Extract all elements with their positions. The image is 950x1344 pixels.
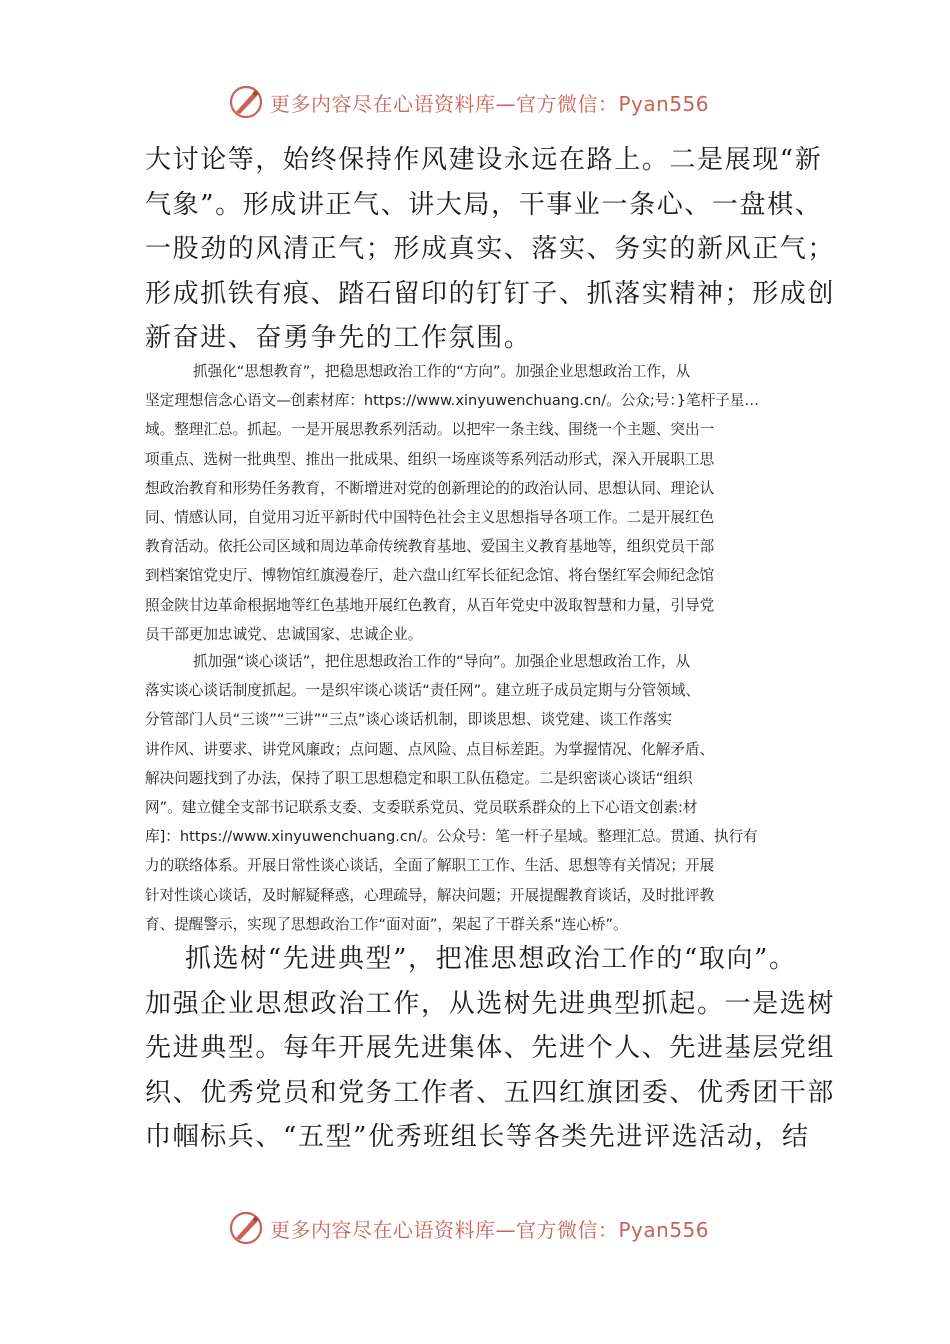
text-line: 育、提醒警示，实现了思想政治工作“面对面”，架起了干群关系“连心桥”。 bbox=[145, 915, 628, 933]
text-line: 大讨论等，始终保持作风建设永远在路上。二是展现“新 bbox=[145, 145, 823, 175]
text-line: 新奋进、奋勇争先的工作氛围。 bbox=[145, 323, 532, 353]
header-banner bbox=[228, 82, 748, 122]
text-line: 到档案馆党史厅、博物馆红旗漫卷厅，赴六盘山红军长征纪念馆、将台堡红军会师纪念馆 bbox=[145, 567, 715, 585]
banner-text: 更多内容尽在心语资料库—官方微信：Pyan556 bbox=[270, 1217, 710, 1242]
text-line: 照金陕甘边革命根据地等红色基地开展红色教育，从百年党史中汲取智慧和力量，引导党 bbox=[145, 596, 715, 614]
text-line: 分管部门人员“三谈”“三讲”“三点”谈心谈话机制，即谈思想、谈党建、谈工作落实 bbox=[145, 711, 672, 729]
text-line: 网”。建立健全支部书记联系支委、支委联系党员、党员联系群众的上下心语文创素:材 bbox=[145, 798, 698, 816]
text-line: 想政治教育和形势任务教育，不断增进对党的创新理论的的政治认同、思想认同、理论认 bbox=[145, 479, 715, 497]
text-line: 坚定理想信念心语文—创素材库：https://www.xinyuwenchuang.cn/。公众;号：}笔杆子星… bbox=[145, 392, 759, 410]
text-line: 落实谈心谈话制度抓起。一是织牢谈心谈话“责任网”。建立班子成员定期与分管领域、 bbox=[145, 682, 701, 700]
text-line: 教育活动。依托公司区域和周边革命传统教育基地、爱国主义教育基地等，组织党员干部 bbox=[145, 538, 715, 556]
text-line: 气象”。形成讲正气、讲大局，干事业一条心、一盘棋、 bbox=[145, 189, 823, 220]
paragraph-4 bbox=[145, 937, 836, 1160]
text-line: 力的联络体系。开展日常性谈心谈话，全面了解职工工作、生活、思想等有关情况；开展 bbox=[145, 857, 715, 875]
text-line: 讲作风、讲要求、讲党风廉政；点问题、点风险、点目标差距。为掌握情况、化解矛盾、 bbox=[145, 740, 715, 758]
banner-text: 更多内容尽在心语资料库—官方微信：Pyan556 bbox=[270, 91, 710, 116]
pen-logo-icon bbox=[228, 84, 264, 120]
text-line: 域。整理汇总。抓起。一是开展思教系列活动。以把牢一条主线、围绕一个主题、突出一 bbox=[145, 421, 715, 439]
text-line: 先进典型。每年开展先进集体、先进个人、先进基层党组 bbox=[145, 1033, 836, 1063]
text-line: 员干部更加忠诚党、忠诚国家、忠诚企业。 bbox=[145, 625, 423, 643]
footer-banner bbox=[228, 1208, 748, 1248]
paragraph-2 bbox=[145, 357, 810, 649]
pen-logo-icon bbox=[228, 1210, 264, 1246]
text-line: 形成抓铁有痕、踏石留印的钉钉子、抓落实精神；形成创 bbox=[145, 278, 836, 309]
paragraph-1 bbox=[145, 138, 836, 361]
text-line: 巾帼标兵、“五型”优秀班组长等各类先进评选活动，结 bbox=[145, 1122, 810, 1152]
text-line: 项重点、选树一批典型、推出一批成果、组织一场座谈等系列活动形式，深入开展职工思 bbox=[145, 450, 715, 468]
text-line: 针对性谈心谈话，及时解疑释惑，心理疏导，解决问题；开展提醒教育谈话，及时批评教 bbox=[145, 886, 715, 904]
text-line: 加强企业思想政治工作，从选树先进典型抓起。一是选树 bbox=[145, 988, 836, 1019]
text-line: 抓选树“先进典型”，把准思想政治工作的“取向”。 bbox=[185, 944, 797, 974]
text-line: 同、情感认同，自觉用习近平新时代中国特色社会主义思想指导各项工作。二是开展红色 bbox=[145, 508, 715, 526]
text-line: 抓加强“谈心谈话”，把住思想政治工作的“导向”。加强企业思想政治工作，从 bbox=[193, 653, 691, 670]
text-line: 抓强化“思想教育”，把稳思想政治工作的“方向”。加强企业思想政治工作，从 bbox=[193, 363, 691, 380]
text-line: 一股劲的风清正气；形成真实、落实、务实的新风正气； bbox=[145, 234, 836, 264]
text-line: 库]：https://www.xinyuwenchuang.cn/。公众号：笔一杆子星域。整理汇总。贯通、执行有 bbox=[145, 828, 758, 846]
paragraph-3 bbox=[145, 647, 810, 939]
text-line: 织、优秀党员和党务工作者、五四红旗团委、优秀团干部 bbox=[145, 1077, 836, 1108]
text-line: 解决问题找到了办法，保持了职工思想稳定和职工队伍稳定。二是织密谈心谈话“组织 bbox=[145, 769, 693, 787]
